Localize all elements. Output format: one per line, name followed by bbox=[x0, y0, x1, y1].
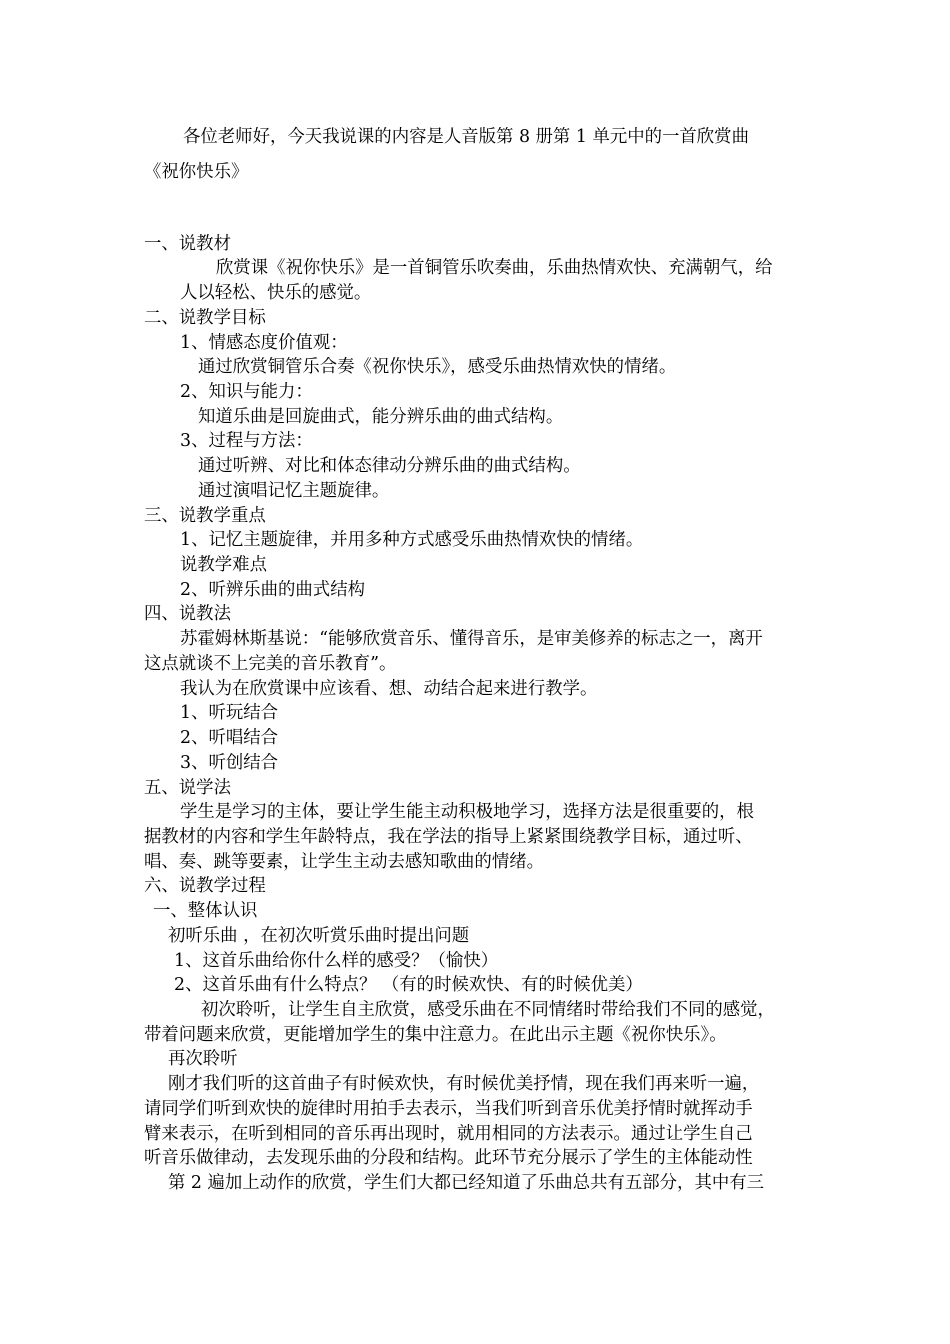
section-5-heading: 五、说学法 bbox=[144, 778, 231, 798]
quote-line-1: 苏霍姆林斯基说：“能够欣赏音乐、懂得音乐，是审美修养的标志之一，离开 bbox=[180, 629, 763, 649]
method-3: 3、听创结合 bbox=[180, 753, 279, 773]
question-1: 1、这首乐曲给你什么样的感受？（愉快） bbox=[174, 951, 499, 971]
goal-2-text: 知道乐曲是回旋曲式，能分辨乐曲的曲式结构。 bbox=[198, 407, 564, 427]
method-intro: 我认为在欣赏课中应该看、想、动结合起来进行教学。 bbox=[180, 679, 598, 699]
question-2: 2、这首乐曲有什么特点？ （有的时候欢快、有的时候优美） bbox=[174, 975, 643, 995]
learning-line-2: 据教材的内容和学生年龄特点，我在学法的指导上紧紧围绕教学目标，通过听、 bbox=[144, 827, 753, 847]
third-listen-para-1: 第 2 遍加上动作的欣赏，学生们大都已经知道了乐曲总共有五部分，其中有三 bbox=[168, 1173, 765, 1193]
section-1-para-line-2: 人以轻松、快乐的感觉。 bbox=[180, 283, 372, 303]
process-subheading-1: 一、整体认识 bbox=[153, 901, 258, 921]
section-2-heading: 二、说教学目标 bbox=[144, 308, 266, 328]
method-1: 1、听玩结合 bbox=[180, 703, 279, 723]
second-listen-para-3: 臂来表示，在听到相同的音乐再出现时，就用相同的方法表示。通过让学生自己 bbox=[144, 1124, 753, 1144]
difficulty-heading: 说教学难点 bbox=[180, 555, 267, 575]
goal-2-title: 2、知识与能力： bbox=[180, 382, 313, 402]
learning-line-3: 唱、奏、跳等要素，让学生主动去感知歌曲的情绪。 bbox=[144, 852, 544, 872]
first-listen: 初听乐曲 ，在初次听赏乐曲时提出问题 bbox=[168, 926, 470, 946]
learning-line-1: 学生是学习的主体，要让学生能主动积极地学习，选择方法是很重要的，根 bbox=[180, 802, 754, 822]
first-listen-para-2: 带着问题来欣赏，更能增加学生的集中注意力。在此出示主题《祝你快乐》。 bbox=[144, 1025, 727, 1045]
key-point-1: 1、记忆主题旋律，并用多种方式感受乐曲热情欢快的情绪。 bbox=[180, 530, 644, 550]
goal-1-text: 通过欣赏铜管乐合奏《祝你快乐》，感受乐曲热情欢快的情绪。 bbox=[198, 357, 677, 377]
section-6-heading: 六、说教学过程 bbox=[144, 876, 266, 896]
goal-3-text-1: 通过听辨、对比和体态律动分辨乐曲的曲式结构。 bbox=[198, 456, 581, 476]
second-listen: 再次聆听 bbox=[168, 1049, 238, 1069]
goal-1-title: 1、情感态度价值观： bbox=[180, 333, 348, 353]
first-listen-para-1: 初次聆听，让学生自主欣赏，感受乐曲在不同情绪时带给我们不同的感觉， bbox=[201, 1000, 775, 1020]
key-point-2: 2、听辨乐曲的曲式结构 bbox=[180, 580, 365, 600]
section-3-heading: 三、说教学重点 bbox=[144, 506, 266, 526]
quote-line-2: 这点就谈不上完美的音乐教育”。 bbox=[144, 654, 397, 674]
goal-3-text-2: 通过演唱记忆主题旋律。 bbox=[198, 481, 390, 501]
second-listen-para-2: 请同学们听到欢快的旋律时用拍手去表示，当我们听到音乐优美抒情时就挥动手 bbox=[144, 1099, 753, 1119]
second-listen-para-1: 刚才我们听的这首曲子有时候欢快，有时候优美抒情，现在我们再来听一遍， bbox=[168, 1074, 760, 1094]
section-1-heading: 一、说教材 bbox=[144, 234, 231, 254]
method-2: 2、听唱结合 bbox=[180, 728, 279, 748]
intro-line-2: 《祝你快乐》 bbox=[144, 162, 249, 182]
section-4-heading: 四、说教法 bbox=[144, 604, 231, 624]
section-1-para-line-1: 欣赏课《祝你快乐》是一首铜管乐吹奏曲，乐曲热情欢快、充满朝气，给 bbox=[216, 258, 773, 278]
second-listen-para-4: 听音乐做律动，去发现乐曲的分段和结构。此环节充分展示了学生的主体能动性 bbox=[144, 1148, 753, 1168]
intro-line-1: 各位老师好，今天我说课的内容是人音版第 8 册第 1 单元中的一首欣赏曲 bbox=[183, 127, 749, 147]
goal-3-title: 3、过程与方法： bbox=[180, 431, 313, 451]
